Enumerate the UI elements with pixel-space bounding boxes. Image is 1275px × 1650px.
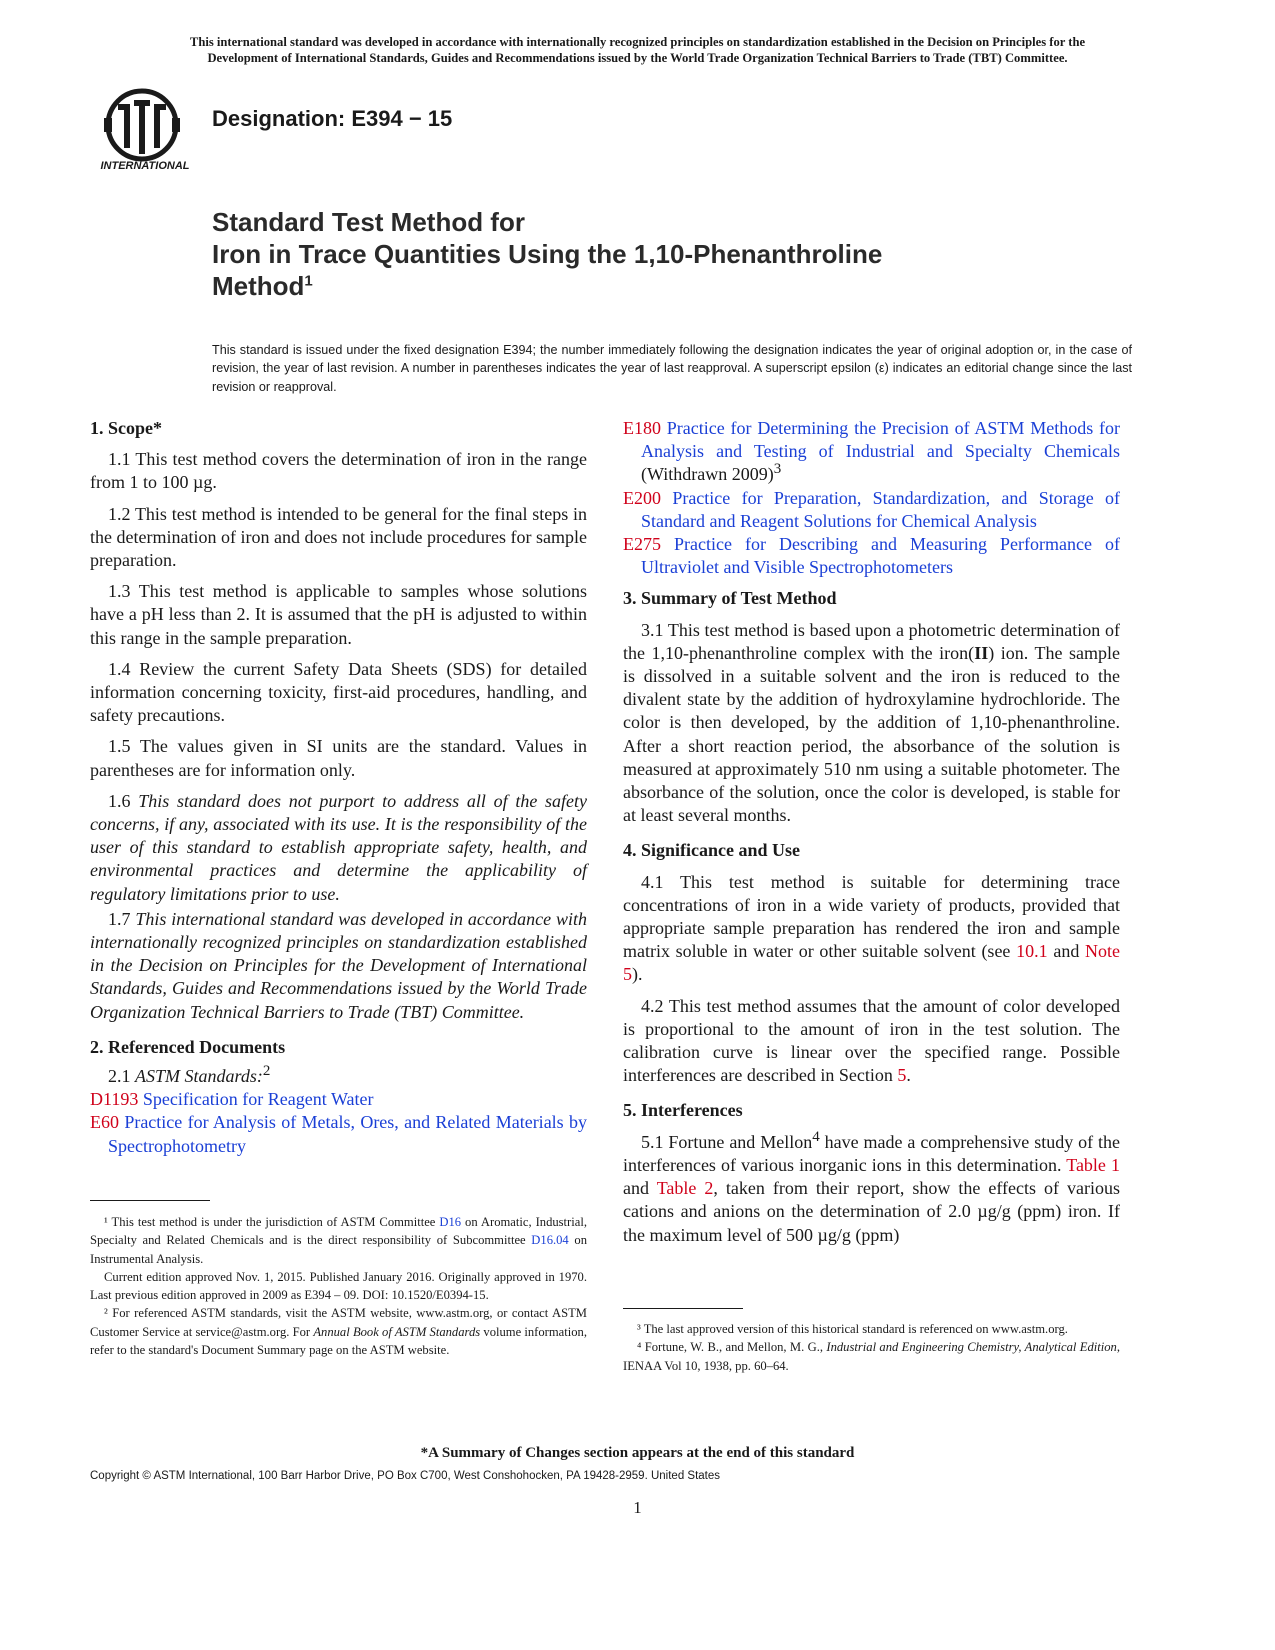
right-column — [623, 417, 1120, 1255]
standard-intro: This standard is issued under the fixed designation E394; the number immediately following the designation indicates the year of original adoption or, in the case of revision, the year of last revision. A number in parentheses indicates the year of last reapproval. A superscript epsilon (ε) indicates an editorial change since the last revision or reapproval. — [212, 343, 1132, 394]
reference-e60 — [90, 1111, 587, 1157]
paragraph-1-5: 1.5 The values given in SI units are the standard. Values in parentheses are for information only. — [90, 736, 587, 780]
section-4-heading: 4. Significance and Use — [623, 840, 801, 861]
title-line-2: Iron in Trace Quantities Using the 1,10-Phenanthroline — [212, 239, 883, 269]
footnote-ref-2[interactable]: 2 — [262, 1063, 271, 1080]
footnote-divider — [90, 1200, 210, 1201]
tbt-notice — [60, 34, 1215, 66]
ref-code-link[interactable]: E200 — [623, 487, 661, 508]
svg-text:INTERNATIONAL: INTERNATIONAL — [100, 160, 190, 172]
paragraph-3-1: 3.1 This test method is based upon a photometric determination of the 1,10-phenanthroline complex with the iron(II) ion. The sample is dissolved in a suitable solvent and the iron is reduced to the divalent state by the addition of hydroxylamine hydrochloride. The color is then developed, by the addition of 1,10-phenanthroline. After a short reaction period, the absorbance of the solution is measured at approximately 510 nm using a suitable photometer. The absorbance of the solution, once the color is developed, is stable for at least several months. — [623, 619, 1121, 826]
astm-logo — [90, 88, 200, 174]
paragraph-1-6: 1.6 This standard does not purport to address all of the safety concerns, if any, associated with its use. It is the responsibility of the user of this standard to establish appropriate safety, health, and environmental practices and determine the applicability of regulatory limitations prior to use. — [90, 790, 588, 904]
footnote-ref-3[interactable]: 3 — [773, 461, 782, 478]
footnote-1: ¹ This test method is under the jurisdiction of ASTM Committee D16 on Aromatic, Industrial, Specialty and Related Chemicals and is the direct responsibility of Subcommittee D16.04 on Instrumental Analysis. — [90, 1215, 587, 1266]
designation: Designation: E394 − 15 — [212, 106, 453, 131]
footnote-4: ⁴ Fortune, W. B., and Mellon, M. G., Industrial and Engineering Chemistry, Analytical Edition, IENAA Vol 10, 1938, pp. 60–64. — [623, 1340, 1120, 1373]
section-5-link[interactable]: 5 — [897, 1065, 907, 1086]
left-footnotes — [90, 1213, 587, 1359]
section-3-heading: 3. Summary of Test Method — [623, 588, 837, 609]
paragraph-1-4: 1.4 Review the current Safety Data Sheets (SDS) for detailed information concerning toxicity, first-aid procedures, handling, and safety precautions. — [90, 658, 587, 726]
paragraph-2-1: 2.1 ASTM Standards:$^2$ — [108, 1063, 271, 1087]
ref-code-link[interactable]: D1193 — [90, 1089, 139, 1110]
table-1-link[interactable]: Table 1 — [1066, 1154, 1120, 1175]
ref-title-link[interactable]: Practice for Describing and Measuring Performance of Ultraviolet and Visible Spectrophotometers — [641, 534, 1121, 578]
section-1-heading: 1. Scope* — [90, 418, 162, 438]
paragraph-1-3: 1.3 This test method is applicable to samples whose solutions have a pH less than 2. It is assumed that the pH is adjusted to within this range in the sample preparation. — [90, 581, 587, 648]
reference-e200 — [623, 487, 1120, 533]
title-footnote-ref[interactable]: 1 — [304, 272, 313, 290]
footnote-divider — [623, 1308, 743, 1309]
summary-of-changes-note: *A Summary of Changes section appears at the end of this standard — [420, 1445, 855, 1461]
page-number: 1 — [633, 1498, 642, 1517]
footnote-1-edition: Current edition approved Nov. 1, 2015. Published January 2016. Originally approved in 1970. Last previous edition approved in 2009 as E394 – 09. DOI: 10.1520/E0394-15. — [90, 1269, 587, 1303]
footnote-3: ³ The last approved version of this historical standard is referenced on www.astm.org. — [637, 1322, 1068, 1336]
paragraph-1-1: 1.1 This test method covers the determination of iron in the range from 1 to 100 µg. — [90, 449, 587, 493]
ref-title-link[interactable]: Practice for Preparation, Standardization, and Storage of Standard and Reagent Solutions for Chemical Analysis — [641, 487, 1121, 531]
copyright: Copyright © ASTM International, 100 Barr Harbor Drive, PO Box C700, West Conshohocken, PA 19428-2959. United States — [90, 1470, 721, 1482]
section-5-heading: 5. Interferences — [623, 1100, 743, 1121]
ref-code-link[interactable]: E60 — [90, 1112, 119, 1133]
title-line-3: Method$^1$ — [212, 271, 313, 301]
title-line-1: Standard Test Method for — [212, 207, 525, 237]
paragraph-1-2: 1.2 This test method is intended to be general for the final steps in the determination of iron and does not include procedures for sample preparation. — [90, 503, 587, 571]
paragraph-4-1: 4.1 This test method is suitable for determining trace concentrations of iron in a wide variety of products, provided that appropriate sample preparation has rendered the iron and sample matrix soluble in water or other suitable solvent (see 10.1 and Note 5). — [623, 871, 1121, 985]
right-footnotes — [623, 1320, 1120, 1375]
reference-d1193 — [90, 1088, 587, 1111]
committee-link[interactable]: D16 — [439, 1215, 462, 1229]
reference-e275 — [623, 533, 1120, 579]
left-column — [90, 417, 587, 1158]
note-5-link[interactable]: Note 5 — [623, 941, 1121, 985]
footnote-ref-4[interactable]: 4 — [812, 1128, 820, 1145]
table-2-link[interactable]: Table 2 — [656, 1178, 714, 1199]
section-2-heading: 2. Referenced Documents — [90, 1036, 286, 1057]
ref-title-link[interactable]: Specification for Reagent Water — [142, 1089, 374, 1110]
paragraph-5-1: 5.1 Fortune and Mellon$^4$ have made a comprehensive study of the interferences of various inorganic ions in this determination. Table 1 and Table 2, taken from their report, show the effects of various cations and anions on the determination of 2.0 µg/g (ppm) iron. If the maximum level of 500 µg/g (ppm) — [623, 1128, 1121, 1245]
paragraph-4-2: 4.2 This test method assumes that the amount of color developed is proportional to the amount of iron in the test solution. The calibration curve is linear over the specified range. Possible interferences are described in Section 5. — [623, 995, 1120, 1086]
document-title — [212, 206, 882, 302]
notice-line-1: This international standard was developed in accordance with internationally recognized principles on standardization established in the Decision on Principles for the — [189, 35, 1086, 49]
footnote-2: ² For referenced ASTM standards, visit the ASTM website, www.astm.org, or contact ASTM Customer Service at service@astm.org. For Annual Book of ASTM Standards volume information, refer to the standard's Document Summary page on the ASTM website. — [90, 1306, 587, 1358]
notice-line-2: Development of International Standards, Guides and Recommendations issued by the World Trade Organization Technical Barriers to Trade (TBT) Committee. — [207, 51, 1068, 65]
reference-e180: E180 Practice for Determining the Precision of ASTM Methods for Analysis and Testing of Industrial and Specialty Chemicals (Withdrawn 2009)$^3$ — [623, 418, 1120, 485]
subcommittee-link[interactable]: D16.04 — [531, 1233, 569, 1248]
paragraph-1-7: 1.7 This international standard was developed in accordance with internationally recognized principles on standardization established in the Decision on Principles for the Development of International Standards, Guides and Recommendations issued by the World Trade Organization Technical Barriers to Trade (TBT) Committee. — [90, 908, 587, 1022]
ref-title-link[interactable]: Practice for Determining the Precision of ASTM Methods for Analysis and Testing of Industrial and Specialty Chemicals — [641, 418, 1120, 462]
ref-code-link[interactable]: E275 — [623, 534, 661, 555]
ref-title-link[interactable]: Practice for Analysis of Metals, Ores, and Related Materials by Spectrophotometry — [108, 1112, 587, 1156]
section-10-1-link[interactable]: 10.1 — [1016, 941, 1048, 962]
ref-code-link[interactable]: E180 — [623, 418, 661, 438]
astm-logo-icon — [90, 88, 200, 174]
